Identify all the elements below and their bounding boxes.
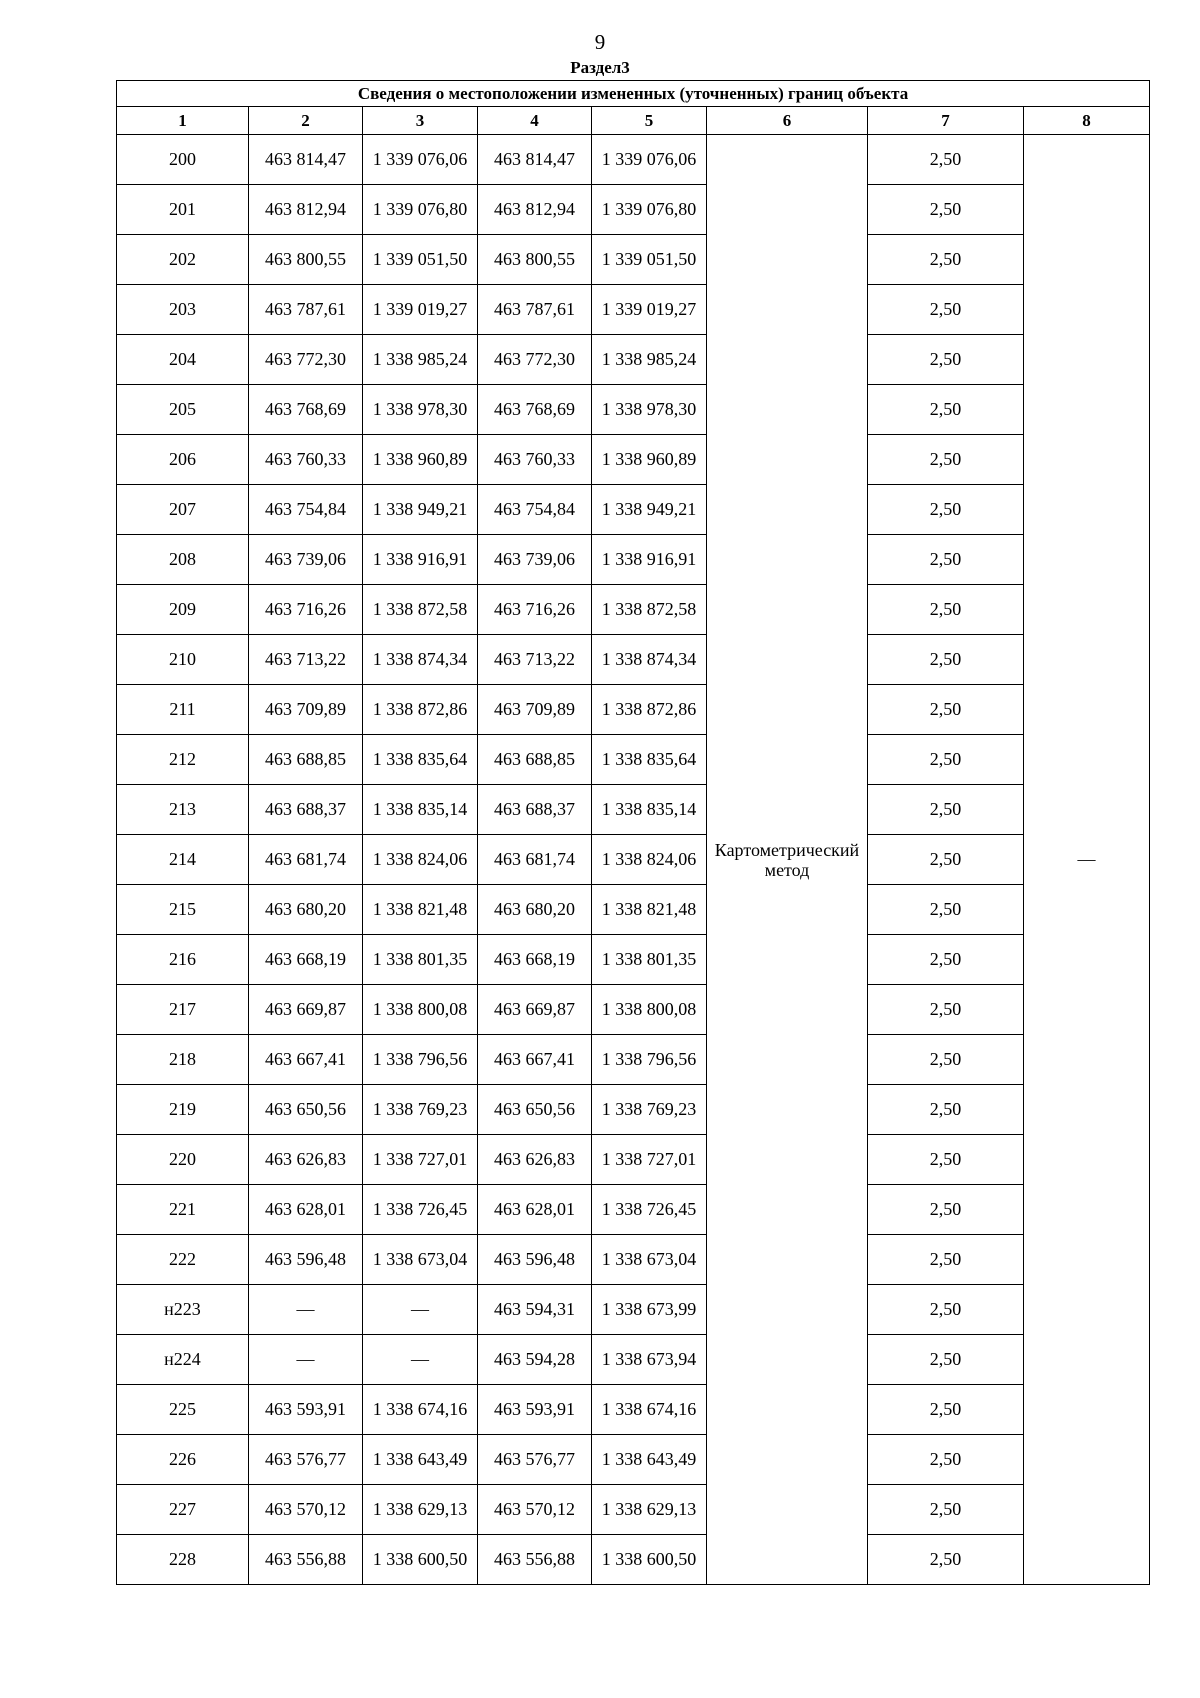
cell-point: 215: [117, 885, 249, 935]
cell-y-new: 1 338 835,14: [592, 785, 707, 835]
cell-y-old: 1 338 949,21: [363, 485, 478, 535]
cell-accuracy: 2,50: [868, 1335, 1024, 1385]
cell-accuracy: 2,50: [868, 935, 1024, 985]
cell-x-old: 463 800,55: [249, 235, 363, 285]
cell-accuracy: 2,50: [868, 1185, 1024, 1235]
cell-y-old: 1 338 916,91: [363, 535, 478, 585]
cell-x-old: 463 628,01: [249, 1185, 363, 1235]
cell-y-old: 1 338 872,86: [363, 685, 478, 735]
cell-y-old: 1 338 960,89: [363, 435, 478, 485]
cell-x-new: 463 680,20: [478, 885, 592, 935]
cell-point: 210: [117, 635, 249, 685]
cell-accuracy: 2,50: [868, 335, 1024, 385]
cell-y-new: 1 338 674,16: [592, 1385, 707, 1435]
cell-y-new: 1 338 796,56: [592, 1035, 707, 1085]
cell-y-new: 1 338 872,58: [592, 585, 707, 635]
cell-point: 212: [117, 735, 249, 785]
cell-y-old: 1 338 674,16: [363, 1385, 478, 1435]
cell-y-old: 1 338 874,34: [363, 635, 478, 685]
cell-x-new: 463 576,77: [478, 1435, 592, 1485]
cell-x-new: 463 594,28: [478, 1335, 592, 1385]
table-row: [117, 1385, 1150, 1435]
boundary-coordinates-table: [116, 80, 1150, 1585]
cell-y-new: 1 338 600,50: [592, 1535, 707, 1585]
table-row: [117, 235, 1150, 285]
cell-y-old: 1 338 835,64: [363, 735, 478, 785]
cell-y-old: 1 338 643,49: [363, 1435, 478, 1485]
cell-accuracy: 2,50: [868, 735, 1024, 785]
cell-x-old: 463 596,48: [249, 1235, 363, 1285]
cell-y-new: 1 338 801,35: [592, 935, 707, 985]
cell-y-new: 1 338 978,30: [592, 385, 707, 435]
cell-x-new: 463 739,06: [478, 535, 592, 585]
table-row: [117, 1535, 1150, 1585]
cell-y-old: 1 338 727,01: [363, 1135, 478, 1185]
table-row: [117, 1085, 1150, 1135]
cell-x-new: 463 594,31: [478, 1285, 592, 1335]
cell-x-new: 463 688,85: [478, 735, 592, 785]
cell-accuracy: 2,50: [868, 535, 1024, 585]
column-number: 7: [868, 107, 1024, 135]
cell-y-old: 1 338 835,14: [363, 785, 478, 835]
table-row: [117, 335, 1150, 385]
cell-y-old: 1 338 796,56: [363, 1035, 478, 1085]
column-number: 1: [117, 107, 249, 135]
table-row: [117, 1485, 1150, 1535]
cell-y-old: 1 338 801,35: [363, 935, 478, 985]
table-row: [117, 535, 1150, 585]
cell-y-new: 1 338 673,99: [592, 1285, 707, 1335]
cell-x-new: 463 596,48: [478, 1235, 592, 1285]
cell-y-old: 1 338 673,04: [363, 1235, 478, 1285]
cell-point: 225: [117, 1385, 249, 1435]
cell-accuracy: 2,50: [868, 1385, 1024, 1435]
cell-y-old: —: [363, 1335, 478, 1385]
cell-x-new: 463 768,69: [478, 385, 592, 435]
cell-point: н223: [117, 1285, 249, 1335]
cell-x-new: 463 650,56: [478, 1085, 592, 1135]
cell-y-old: 1 339 019,27: [363, 285, 478, 335]
table-row: [117, 1035, 1150, 1085]
cell-y-new: 1 338 727,01: [592, 1135, 707, 1185]
cell-y-new: 1 338 821,48: [592, 885, 707, 935]
cell-y-old: 1 339 051,50: [363, 235, 478, 285]
cell-point: 216: [117, 935, 249, 985]
cell-y-new: 1 338 824,06: [592, 835, 707, 885]
cell-y-new: 1 338 835,64: [592, 735, 707, 785]
cell-point: 226: [117, 1435, 249, 1485]
cell-y-old: 1 338 872,58: [363, 585, 478, 635]
cell-point: 214: [117, 835, 249, 885]
cell-x-old: 463 650,56: [249, 1085, 363, 1135]
cell-x-new: 463 800,55: [478, 235, 592, 285]
cell-accuracy: 2,50: [868, 135, 1024, 185]
cell-accuracy: 2,50: [868, 185, 1024, 235]
cell-point: 218: [117, 1035, 249, 1085]
cell-x-old: 463 814,47: [249, 135, 363, 185]
cell-y-old: 1 338 985,24: [363, 335, 478, 385]
cell-accuracy: 2,50: [868, 1085, 1024, 1135]
cell-y-new: 1 339 019,27: [592, 285, 707, 335]
cell-method: Картометрический метод: [707, 135, 868, 1585]
cell-accuracy: 2,50: [868, 1235, 1024, 1285]
cell-x-new: 463 814,47: [478, 135, 592, 185]
cell-y-old: 1 338 726,45: [363, 1185, 478, 1235]
cell-y-new: 1 338 916,91: [592, 535, 707, 585]
table-row: [117, 735, 1150, 785]
cell-point: 220: [117, 1135, 249, 1185]
cell-accuracy: 2,50: [868, 385, 1024, 435]
column-number: 8: [1024, 107, 1150, 135]
cell-y-new: 1 338 985,24: [592, 335, 707, 385]
cell-point: 221: [117, 1185, 249, 1235]
cell-x-old: 463 668,19: [249, 935, 363, 985]
cell-y-new: 1 338 726,45: [592, 1185, 707, 1235]
column-number: 2: [249, 107, 363, 135]
table-row: [117, 835, 1150, 885]
cell-x-new: 463 709,89: [478, 685, 592, 735]
cell-accuracy: 2,50: [868, 635, 1024, 685]
cell-x-old: 463 713,22: [249, 635, 363, 685]
cell-accuracy: 2,50: [868, 235, 1024, 285]
cell-y-new: 1 338 960,89: [592, 435, 707, 485]
cell-point: 200: [117, 135, 249, 185]
cell-point: 228: [117, 1535, 249, 1585]
cell-y-new: 1 338 949,21: [592, 485, 707, 535]
cell-x-old: 463 709,89: [249, 685, 363, 735]
table-row: [117, 485, 1150, 535]
cell-y-old: 1 338 978,30: [363, 385, 478, 435]
page-number: 9: [594, 30, 606, 54]
cell-x-new: 463 626,83: [478, 1135, 592, 1185]
cell-y-new: 1 338 874,34: [592, 635, 707, 685]
cell-x-new: 463 628,01: [478, 1185, 592, 1235]
cell-y-old: 1 338 824,06: [363, 835, 478, 885]
cell-x-old: 463 667,41: [249, 1035, 363, 1085]
table-row: [117, 385, 1150, 435]
cell-x-old: 463 669,87: [249, 985, 363, 1035]
cell-x-new: 463 787,61: [478, 285, 592, 335]
cell-accuracy: 2,50: [868, 835, 1024, 885]
cell-point: 213: [117, 785, 249, 835]
cell-accuracy: 2,50: [868, 585, 1024, 635]
cell-y-new: 1 338 629,13: [592, 1485, 707, 1535]
cell-y-old: 1 339 076,80: [363, 185, 478, 235]
cell-point: 206: [117, 435, 249, 485]
cell-point: 202: [117, 235, 249, 285]
cell-y-old: —: [363, 1285, 478, 1335]
cell-y-old: 1 338 769,23: [363, 1085, 478, 1135]
cell-y-new: 1 338 643,49: [592, 1435, 707, 1485]
cell-x-new: 463 713,22: [478, 635, 592, 685]
cell-accuracy: 2,50: [868, 285, 1024, 335]
table-row: [117, 1135, 1150, 1185]
cell-y-new: 1 339 076,06: [592, 135, 707, 185]
cell-x-new: 463 681,74: [478, 835, 592, 885]
cell-x-new: 463 668,19: [478, 935, 592, 985]
cell-x-new: 463 669,87: [478, 985, 592, 1035]
cell-point: н224: [117, 1335, 249, 1385]
cell-point: 204: [117, 335, 249, 385]
section-title: Раздел3: [570, 58, 630, 77]
column-number: 6: [707, 107, 868, 135]
cell-y-new: 1 338 673,94: [592, 1335, 707, 1385]
column-number: 4: [478, 107, 592, 135]
table-row: [117, 1335, 1150, 1385]
cell-x-new: 463 688,37: [478, 785, 592, 835]
column-number: 5: [592, 107, 707, 135]
cell-y-new: 1 339 051,50: [592, 235, 707, 285]
cell-x-old: 463 688,37: [249, 785, 363, 835]
cell-x-new: 463 812,94: [478, 185, 592, 235]
table-row: [117, 935, 1150, 985]
table-caption: Сведения о местоположении измененных (уточненных) границ объекта: [117, 81, 1150, 107]
cell-accuracy: 2,50: [868, 785, 1024, 835]
cell-x-old: 463 739,06: [249, 535, 363, 585]
table-row: [117, 885, 1150, 935]
cell-x-old: 463 680,20: [249, 885, 363, 935]
cell-x-new: 463 570,12: [478, 1485, 592, 1535]
table-row: [117, 1285, 1150, 1335]
table-row: [117, 1435, 1150, 1485]
cell-accuracy: 2,50: [868, 1485, 1024, 1535]
cell-accuracy: 2,50: [868, 1035, 1024, 1085]
table-row: [117, 685, 1150, 735]
cell-y-new: 1 338 872,86: [592, 685, 707, 735]
table-row: [117, 1235, 1150, 1285]
cell-x-old: 463 681,74: [249, 835, 363, 885]
cell-accuracy: 2,50: [868, 1535, 1024, 1585]
cell-x-new: 463 754,84: [478, 485, 592, 535]
cell-point: 205: [117, 385, 249, 435]
table-row: [117, 435, 1150, 485]
cell-x-old: 463 787,61: [249, 285, 363, 335]
table-row: [117, 985, 1150, 1035]
cell-x-new: 463 593,91: [478, 1385, 592, 1435]
cell-x-old: —: [249, 1335, 363, 1385]
cell-column8: —: [1024, 135, 1150, 1585]
cell-y-old: 1 338 821,48: [363, 885, 478, 935]
cell-y-new: 1 338 800,08: [592, 985, 707, 1035]
cell-y-new: 1 338 769,23: [592, 1085, 707, 1135]
cell-y-new: 1 339 076,80: [592, 185, 707, 235]
cell-x-old: 463 716,26: [249, 585, 363, 635]
cell-point: 211: [117, 685, 249, 735]
cell-point: 209: [117, 585, 249, 635]
cell-x-old: 463 570,12: [249, 1485, 363, 1535]
cell-x-old: 463 754,84: [249, 485, 363, 535]
column-number: 3: [363, 107, 478, 135]
cell-accuracy: 2,50: [868, 685, 1024, 735]
table-row: [117, 285, 1150, 335]
cell-x-new: 463 667,41: [478, 1035, 592, 1085]
cell-y-old: 1 338 600,50: [363, 1535, 478, 1585]
table-row: [117, 585, 1150, 635]
cell-point: 222: [117, 1235, 249, 1285]
cell-x-old: 463 626,83: [249, 1135, 363, 1185]
cell-x-new: 463 556,88: [478, 1535, 592, 1585]
cell-x-new: 463 760,33: [478, 435, 592, 485]
cell-point: 227: [117, 1485, 249, 1535]
column-number-row: [117, 107, 1150, 135]
cell-x-old: —: [249, 1285, 363, 1335]
cell-y-old: 1 338 629,13: [363, 1485, 478, 1535]
cell-x-old: 463 556,88: [249, 1535, 363, 1585]
cell-point: 219: [117, 1085, 249, 1135]
cell-x-old: 463 768,69: [249, 385, 363, 435]
cell-x-old: 463 593,91: [249, 1385, 363, 1435]
cell-x-old: 463 576,77: [249, 1435, 363, 1485]
cell-point: 207: [117, 485, 249, 535]
cell-y-old: 1 339 076,06: [363, 135, 478, 185]
table-row: [117, 635, 1150, 685]
cell-accuracy: 2,50: [868, 435, 1024, 485]
cell-accuracy: 2,50: [868, 985, 1024, 1035]
table-row: [117, 1185, 1150, 1235]
cell-x-old: 463 812,94: [249, 185, 363, 235]
cell-x-new: 463 716,26: [478, 585, 592, 635]
cell-x-new: 463 772,30: [478, 335, 592, 385]
cell-y-new: 1 338 673,04: [592, 1235, 707, 1285]
cell-accuracy: 2,50: [868, 1285, 1024, 1335]
cell-accuracy: 2,50: [868, 485, 1024, 535]
cell-x-old: 463 772,30: [249, 335, 363, 385]
table-row: [117, 785, 1150, 835]
cell-point: 208: [117, 535, 249, 585]
cell-y-old: 1 338 800,08: [363, 985, 478, 1035]
cell-accuracy: 2,50: [868, 1435, 1024, 1485]
cell-accuracy: 2,50: [868, 885, 1024, 935]
cell-point: 203: [117, 285, 249, 335]
table-row: [117, 185, 1150, 235]
table-row: [117, 135, 1150, 185]
cell-x-old: 463 688,85: [249, 735, 363, 785]
cell-x-old: 463 760,33: [249, 435, 363, 485]
cell-point: 217: [117, 985, 249, 1035]
cell-accuracy: 2,50: [868, 1135, 1024, 1185]
cell-point: 201: [117, 185, 249, 235]
